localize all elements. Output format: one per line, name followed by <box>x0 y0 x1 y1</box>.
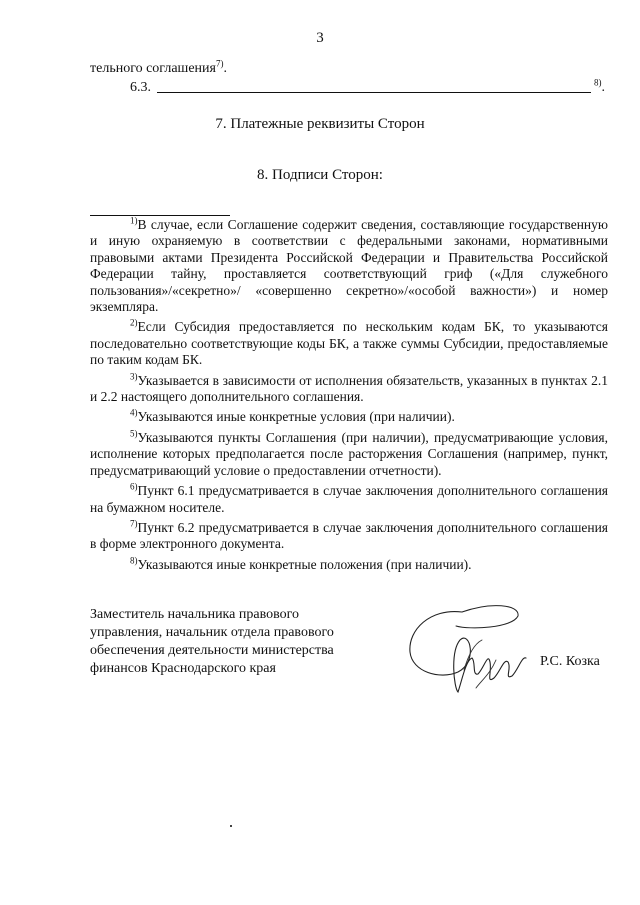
signature-stroke-main <box>410 612 526 692</box>
section-7-heading: 7. Платежные реквизиты Сторон <box>215 116 425 132</box>
page-number: 3 <box>316 30 324 46</box>
item-6-3-tail: . <box>601 80 605 95</box>
item-6-3-footnote-ref: 8) <box>594 77 602 88</box>
continuation-tail: . <box>223 61 227 76</box>
footnote-text: Указываются иные конкретные условия (при наличии). <box>137 409 455 425</box>
footnote-text: Указываются пункты Соглашения (при наличии), предусматривающие условия, исполнение которых предполагается после расторжения Соглашения (например, пункт, предусматривающий условие о предоставлении отчетности). <box>90 429 608 478</box>
footnote-text: Пункт 6.2 предусматривается в случае заключения дополнительного соглашения в форме электронного документа. <box>90 519 608 552</box>
signature-stroke-detail <box>464 640 496 688</box>
footnote-ref: 1) <box>130 215 138 226</box>
footnote-5 <box>90 430 608 479</box>
footnote-ref: 8) <box>130 555 138 566</box>
signatory-line: обеспечения деятельности министерства <box>90 643 334 658</box>
footnote-ref: 7) <box>130 518 138 529</box>
footnote-text: Если Субсидия предоставляется по нескольким кодам БК, то указываются последовательно соответствующие коды БК, а также суммы Субсидии, предоставляемые по таким кодам БК. <box>90 319 608 368</box>
footnote-text: Пункт 6.1 предусматривается в случае заключения дополнительного соглашения на бумажном носителе. <box>90 483 608 515</box>
footnote-text: В случае, если Соглашение содержит сведения, составляющие государственную и иную охраняемую в соответствии с федеральными законами, нормативными правовыми актами Президента Российской Федерации и Правительства Российской Федерации тайну, проставляется соответствующий гриф («Для служебного пользования»/«секретно»/ «совершенно секретно»/«особой важности») и номер экземпляра. <box>90 217 608 315</box>
footnote-text: Указывается в зависимости от исполнения обязательств, указанных в пунктах 2.1 и 2.2 настоящего дополнительного соглашения. <box>90 372 608 405</box>
footnote-ref: 2) <box>130 317 138 328</box>
footnote-separator <box>90 215 230 216</box>
footnotes <box>90 217 608 577</box>
signatory-line: управления, начальник отдела правового <box>90 625 334 640</box>
signatory-line: финансов Краснодарского края <box>90 661 276 676</box>
signatory-line: Заместитель начальника правового <box>90 607 299 622</box>
footnote-ref: 4) <box>130 407 138 418</box>
footnote-ref: 3) <box>130 371 138 382</box>
footnote-6 <box>90 483 608 516</box>
footnote-4 <box>90 409 608 425</box>
signature-stroke-loop <box>456 606 518 628</box>
footnote-8 <box>90 557 608 573</box>
continuation-footnote-ref: 7) <box>215 58 224 69</box>
footnote-ref: 6) <box>130 481 138 492</box>
signatory-position <box>90 606 390 678</box>
item-6-3-label: 6.3. <box>130 80 151 95</box>
item-6-3 <box>130 77 605 96</box>
footnote-7 <box>90 520 608 553</box>
footnote-3 <box>90 373 608 406</box>
signer-name: Р.С. Козка <box>540 654 600 669</box>
footnote-1 <box>90 217 608 315</box>
footnote-text: Указываются иные конкретные положения (при наличии). <box>137 556 472 572</box>
continuation-line <box>90 58 227 77</box>
handwritten-signature <box>400 600 530 700</box>
footnote-ref: 5) <box>130 428 138 439</box>
section-8-heading: 8. Подписи Сторон: <box>257 167 383 183</box>
blank-fill-line <box>157 80 591 93</box>
footnote-2 <box>90 319 608 368</box>
scan-speck <box>230 825 232 827</box>
continuation-text: тельного соглашения <box>90 61 216 76</box>
